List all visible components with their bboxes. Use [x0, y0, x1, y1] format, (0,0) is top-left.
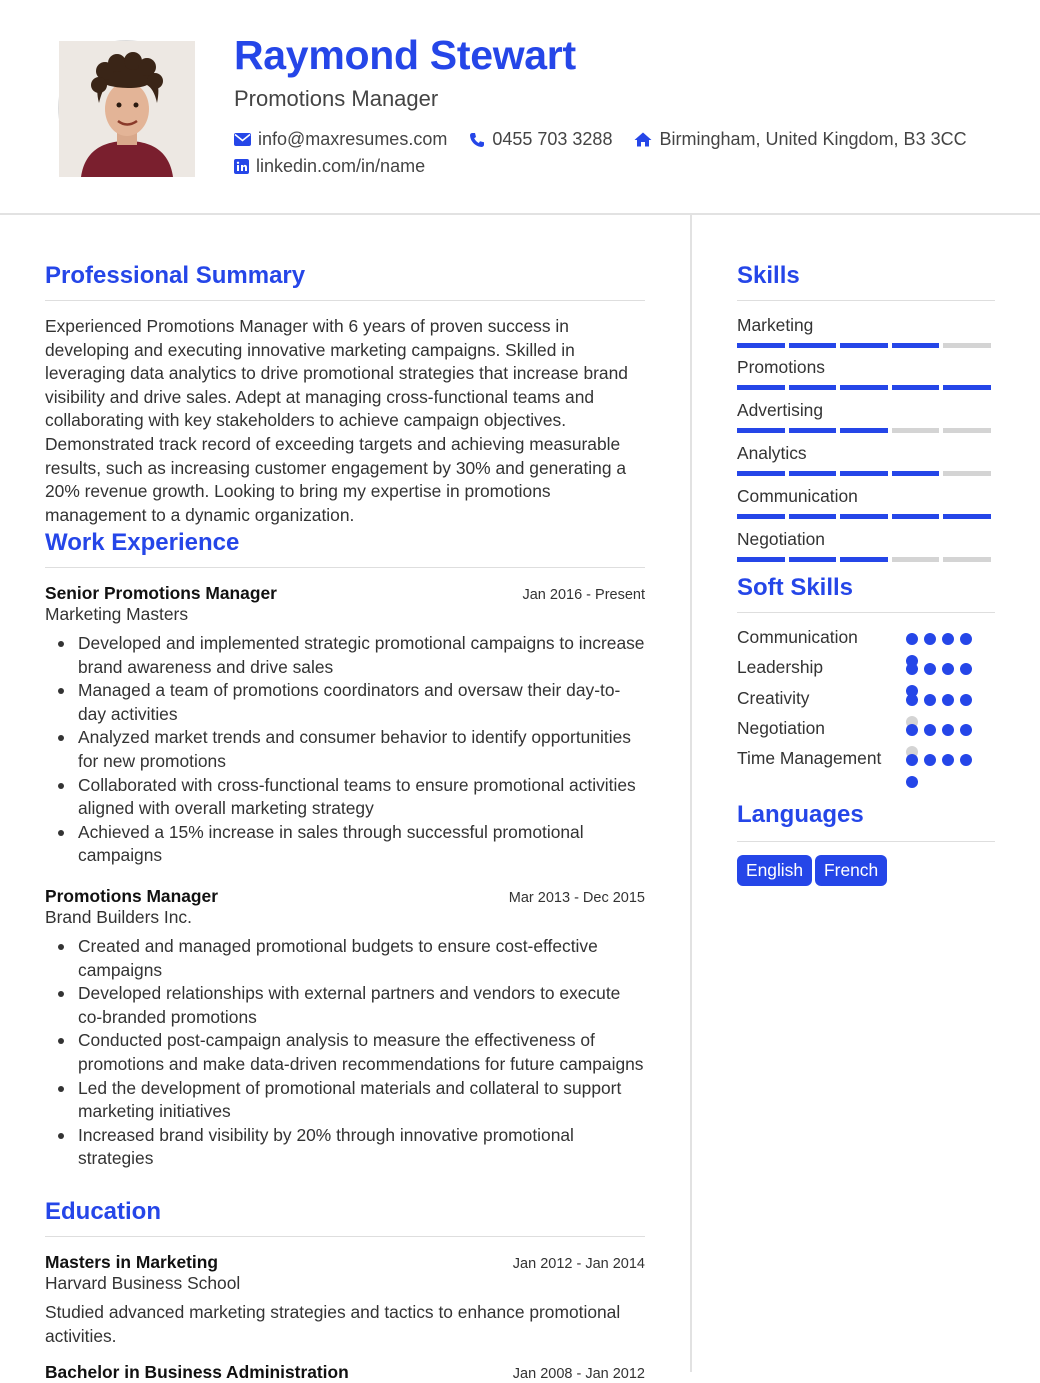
rating-dot — [942, 663, 954, 675]
soft-skill-item — [737, 656, 995, 680]
language-pill: French — [815, 855, 887, 886]
skill-bar-segment — [943, 343, 991, 348]
job-company: Brand Builders Inc. — [45, 907, 192, 927]
skill-bar-segment — [737, 514, 785, 519]
skill-bar-segment — [789, 557, 837, 562]
skill-item — [737, 357, 995, 400]
education-description: Studied advanced marketing strategies and tactics to enhance promotional activities. — [45, 1302, 621, 1346]
skill-name: Marketing — [737, 315, 814, 335]
skills-rule — [737, 300, 995, 301]
soft-skill-name: Time Management — [737, 748, 882, 768]
soft-skill-name: Communication — [737, 627, 858, 647]
rating-dot — [924, 754, 936, 766]
skill-level-bar — [737, 428, 995, 433]
bullet-item: Developed relationships with external partners and vendors to execute co-branded promotions — [45, 982, 645, 1029]
skill-bar-segment — [892, 471, 940, 476]
skill-item — [737, 486, 995, 529]
resume-header — [0, 0, 1040, 215]
linkedin-contact[interactable] — [234, 156, 425, 177]
skill-bar-segment — [737, 385, 785, 390]
skill-bar-segment — [789, 514, 837, 519]
summary-text: Experienced Promotions Manager with 6 years of proven success in developing and executing innovative marketing campaigns. Skilled in leveraging data analytics to drive promotional strategies that increase brand visibility and drive sales. Adept at managing cross-functional teams and collaborating with key stakeholders to achieve campaign objectives. Demonstrated track record of exceeding targets and achieving measurable results, such as increasing customer engagement by 30% and generating a 20% revenue growth. Looking to bring my expertise in promotions management to a dynamic organization. — [45, 316, 628, 525]
candidate-title: Promotions Manager — [234, 86, 439, 111]
rating-dot — [906, 633, 918, 645]
soft-skill-item — [737, 626, 995, 650]
skill-name: Analytics — [737, 443, 807, 463]
skill-bar-segment — [840, 514, 888, 519]
skill-bar-segment — [840, 471, 888, 476]
education-header — [45, 1362, 645, 1383]
rating-dot — [906, 754, 918, 766]
rating-dot — [906, 776, 918, 788]
rating-dot — [942, 694, 954, 706]
location-text: Birmingham, United Kingdom, B3 3CC — [659, 129, 967, 149]
contact-row-2 — [234, 156, 447, 177]
soft-skill-name: Creativity — [737, 688, 810, 708]
phone-text: 0455 703 3288 — [492, 129, 613, 149]
skill-bar-segment — [840, 385, 888, 390]
rating-dot — [942, 633, 954, 645]
skill-bar-segment — [789, 385, 837, 390]
job-header — [45, 886, 645, 907]
phone-contact[interactable] — [469, 129, 612, 150]
skill-bar-segment — [943, 471, 991, 476]
rating-dot — [906, 663, 918, 675]
soft-skill-item — [737, 687, 995, 711]
rating-dot — [906, 724, 918, 736]
skill-item — [737, 529, 995, 572]
linkedin-text: linkedin.com/in/name — [256, 156, 426, 176]
job-title: Senior Promotions Manager — [45, 583, 277, 603]
soft-skill-item — [737, 717, 995, 741]
location-contact — [634, 129, 966, 150]
job-entry — [45, 583, 645, 868]
skill-level-bar — [737, 557, 995, 562]
skill-bar-segment — [737, 471, 785, 476]
skill-level-bar — [737, 471, 995, 476]
bullet-item: Managed a team of promotions coordinators and oversaw their day-to-day activities — [45, 679, 645, 726]
soft-skill-name: Leadership — [737, 657, 824, 677]
bullet-item: Analyzed market trends and consumer behavior to identify opportunities for new promotions — [45, 726, 645, 773]
skill-item — [737, 443, 995, 486]
school-name: Harvard Business School — [45, 1273, 241, 1293]
job-title: Promotions Manager — [45, 886, 218, 906]
skill-bar-segment — [943, 514, 991, 519]
profile-photo — [59, 41, 195, 177]
skill-bar-segment — [840, 428, 888, 433]
rating-dot — [960, 754, 972, 766]
degree-title: Masters in Marketing — [45, 1252, 218, 1272]
experience-heading: Work Experience — [45, 529, 240, 556]
job-dates: Jan 2016 - Present — [522, 587, 645, 603]
skill-bar-segment — [789, 428, 837, 433]
skill-name: Advertising — [737, 400, 824, 420]
bullet-item: Increased brand visibility by 20% through innovative promotional strategies — [45, 1124, 645, 1171]
rating-dot — [924, 724, 936, 736]
phone-icon — [469, 132, 485, 148]
education-header — [45, 1252, 645, 1273]
linkedin-icon — [234, 159, 249, 174]
rating-dot — [906, 694, 918, 706]
avatar — [58, 40, 194, 176]
skill-name: Negotiation — [737, 529, 825, 549]
job-dates: Mar 2013 - Dec 2015 — [508, 890, 645, 906]
skill-level-bar — [737, 343, 995, 348]
languages-list — [737, 855, 995, 886]
soft-skills-list — [737, 626, 995, 806]
email-contact[interactable] — [234, 129, 447, 150]
skill-bar-segment — [789, 343, 837, 348]
skill-bar-segment — [943, 385, 991, 390]
skill-bar-segment — [892, 343, 940, 348]
education-dates: Jan 2008 - Jan 2012 — [512, 1366, 645, 1382]
rating-dot — [960, 724, 972, 736]
contact-row-1 — [234, 129, 989, 150]
bullet-item: Achieved a 15% increase in sales through successful promotional campaigns — [45, 821, 645, 868]
candidate-name: Raymond Stewart — [234, 32, 576, 78]
rating-dot — [942, 724, 954, 736]
column-divider — [690, 215, 692, 1372]
job-entry — [45, 886, 645, 1171]
summary-rule — [45, 300, 645, 301]
skill-name: Communication — [737, 486, 858, 506]
soft-skills-heading: Soft Skills — [737, 574, 854, 601]
rating-dot — [924, 633, 936, 645]
skill-bar-segment — [840, 557, 888, 562]
skill-bar-segment — [943, 428, 991, 433]
soft-skill-item — [737, 747, 995, 771]
education-dates: Jan 2012 - Jan 2014 — [512, 1256, 645, 1272]
education-entry — [45, 1252, 645, 1348]
skills-heading: Skills — [737, 262, 800, 289]
soft-skills-rule — [737, 612, 995, 613]
job-bullets — [45, 935, 645, 1171]
skill-bar-segment — [840, 343, 888, 348]
summary-heading: Professional Summary — [45, 262, 306, 289]
job-company: Marketing Masters — [45, 604, 189, 624]
experience-rule — [45, 567, 645, 568]
home-icon — [634, 132, 652, 147]
bullet-item: Developed and implemented strategic promotional campaigns to increase brand awareness and drive sales — [45, 632, 645, 679]
rating-dot — [924, 694, 936, 706]
bullet-item: Collaborated with cross-functional teams to ensure promotional activities aligned with overall marketing strategy — [45, 774, 645, 821]
soft-skill-name: Negotiation — [737, 718, 825, 738]
bullet-item: Conducted post-campaign analysis to measure the effectiveness of promotions and make data-driven recommendations for future campaigns — [45, 1029, 645, 1076]
skill-bar-segment — [892, 385, 940, 390]
skill-bar-segment — [892, 514, 940, 519]
skill-level-bar — [737, 514, 995, 519]
skill-bar-segment — [943, 557, 991, 562]
bullet-item: Created and managed promotional budgets to ensure cost-effective campaigns — [45, 935, 645, 982]
skill-bar-segment — [892, 557, 940, 562]
bullet-item: Led the development of promotional materials and collateral to support marketing initiatives — [45, 1077, 645, 1124]
skills-list — [737, 315, 995, 572]
education-entry — [45, 1362, 645, 1383]
skill-bar-segment — [737, 428, 785, 433]
skill-item — [737, 315, 995, 357]
rating-dot — [942, 754, 954, 766]
rating-dot — [960, 633, 972, 645]
job-bullets — [45, 632, 645, 868]
rating-dot — [924, 663, 936, 675]
rating-dot — [960, 663, 972, 675]
email-text: info@maxresumes.com — [258, 129, 448, 149]
languages-rule — [737, 841, 995, 842]
skill-level-bar — [737, 385, 995, 390]
languages-heading: Languages — [737, 801, 864, 828]
rating-dot — [960, 694, 972, 706]
skill-bar-segment — [737, 557, 785, 562]
job-header — [45, 583, 645, 604]
degree-title: Bachelor in Business Administration — [45, 1362, 349, 1382]
skill-bar-segment — [789, 471, 837, 476]
skill-bar-segment — [892, 428, 940, 433]
skill-name: Promotions — [737, 357, 825, 377]
envelope-icon — [234, 133, 251, 146]
education-rule — [45, 1236, 645, 1237]
skill-item — [737, 400, 995, 443]
language-pill: English — [737, 855, 812, 886]
skill-bar-segment — [737, 343, 785, 348]
education-heading: Education — [45, 1198, 162, 1225]
